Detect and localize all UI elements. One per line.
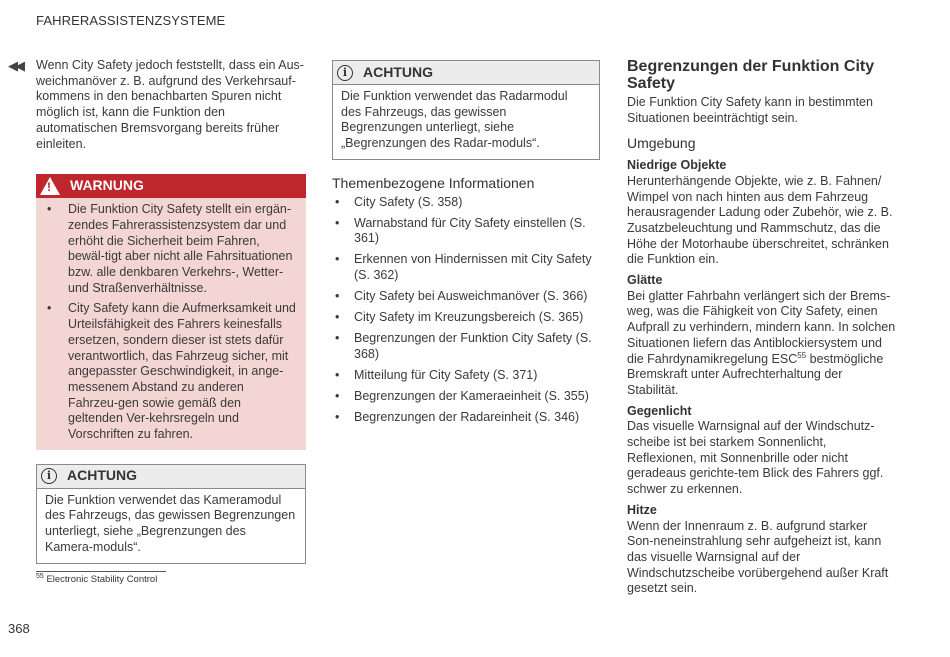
warning-label: WARNUNG	[70, 177, 144, 194]
related-info-list	[332, 195, 600, 426]
low-objects-text: Herunterhängende Objekte, wie z. B. Fahnen/ Wimpel von nach hinten aus dem Fahrzeug herausragender Ladung oder Zubehör, wie z. B. Zusatzbeleuchtung und Rammschutz, das die Höhe der Motorhaube überschreitet, schränken die Funktion ein.	[627, 173, 893, 267]
related-link[interactable]: • Begrenzungen der Funktion City Safety (S. 368)	[335, 330, 592, 361]
backlight-text: Das visuelle Warnsignal auf der Windschutz-scheibe ist bei starkem Sonnenlicht, Reflexionen, mit Sonnenbrille oder nicht geradeaus gerichte-tem Blick des Fahrers ggf. schwer zu erkennen.	[627, 419, 884, 497]
caution-text: Die Funktion verwendet das Kameramodul des Fahrzeugs, das gewissen Begrenzungen unterliegt, siehe „Begrenzungen des Kamera-moduls“.	[45, 492, 296, 554]
intro-paragraph: Wenn City Safety jedoch feststellt, dass ein Aus-weichmanöver z. B. aufgrund des Verkehrsauf-kommens in den benachbarten Spuren nicht möglich ist, kann die Funktion den automatischen Bremsvorgang bereits früher einleiten.	[36, 58, 304, 151]
warning-triangle-icon: !	[40, 177, 60, 195]
caution-box-camera	[36, 464, 306, 564]
related-link[interactable]: • Begrenzungen der Kameraeinheit (S. 355)	[335, 388, 589, 403]
related-info-heading: Themenbezogene Informationen	[332, 174, 535, 191]
low-objects-heading: Niedrige Objekte	[627, 158, 727, 173]
related-link[interactable]: • Begrenzungen der Radareinheit (S. 346)	[335, 409, 580, 424]
caution-label: ACHTUNG	[363, 63, 433, 80]
column-left	[36, 58, 306, 564]
caution-header	[37, 465, 305, 489]
slippery-text: Bei glatter Fahrbahn verlängert sich der Brems-weg, was die Fähigkeit von City Safety, einen Aufprall zu verhindern, mindern kann. In solchen Situationen liefern das Antiblockiersystem und die Fahrdynamikregelung ESC$^{55}$ bestmögliche Bremskraft unter Aufrechterhaltung der Stabilität.	[627, 288, 896, 397]
page-number: 368	[8, 621, 30, 636]
warning-item: • Die Funktion City Safety stellt ein ergän-zendes Fahrerassistenzsystem dar und erhöht die Sicherheit beim Fahren, bewäl-tigt aber nicht alle Fahrsituationen bzw. alle denkbaren Verkehrs-, Wetter- und Straßenverhältnisse.	[47, 202, 293, 295]
warning-box	[36, 174, 306, 450]
related-link[interactable]: • Warnabstand für City Safety einstellen (S. 361)	[335, 215, 586, 246]
footnote-number: 55	[36, 572, 44, 580]
info-icon: i	[337, 65, 353, 81]
column-right	[627, 58, 897, 597]
environment-heading: Umgebung	[627, 135, 696, 152]
caution-label: ACHTUNG	[67, 467, 137, 484]
related-link[interactable]: • Mitteilung für City Safety (S. 371)	[335, 367, 538, 382]
column-middle	[332, 60, 600, 431]
info-icon: i	[41, 468, 57, 484]
backlight-heading: Gegenlicht	[627, 403, 692, 418]
warning-header	[36, 174, 306, 198]
footnote-divider	[36, 571, 166, 572]
related-link[interactable]: • Erkennen von Hindernissen mit City Safety (S. 362)	[335, 252, 592, 282]
caution-header	[333, 61, 599, 85]
section-intro: Die Funktion City Safety kann in bestimmten Situationen beeinträchtigt sein.	[627, 95, 873, 125]
heat-heading: Hitze	[627, 502, 657, 517]
related-link[interactable]: • City Safety (S. 358)	[335, 194, 463, 209]
footnote-text: Electronic Stability Control	[46, 574, 158, 585]
slippery-heading: Glätte	[627, 273, 663, 288]
footnote-reference[interactable]: 55	[797, 350, 807, 360]
related-link[interactable]: • City Safety im Kreuzungsbereich (S. 365)	[335, 309, 584, 324]
page-header: FAHRERASSISTENZSYSTEME	[36, 13, 226, 28]
warning-item: • City Safety kann die Aufmerksamkeit und Urteilsfähigkeit des Fahrers keinesfalls ersetzen, sondern dieser ist stets dafür verantwortlich, das Fahrzeug sicher, mit angepasster Geschwindigkeit, in ange-messenem Abstand zu anderen Fahrzeu-gen sowie gemäß den geltenden Ver-kehrsregeln und Vorschriften zu fahren.	[47, 301, 296, 442]
back-arrow-icon[interactable]: ◀◀	[8, 58, 22, 73]
warning-list	[44, 202, 296, 443]
related-link[interactable]: • City Safety bei Ausweichmanöver (S. 366)	[335, 288, 588, 303]
heat-text: Wenn der Innenraum z. B. aufgrund starker Son-neneinstrahlung sehr aufgeheizt ist, kann das visuelle Warnsignal auf der Windschutzscheibe vorübergehend außer Kraft gesetzt sein.	[627, 518, 889, 596]
caution-box-radar	[332, 60, 600, 160]
section-title: Begrenzungen der Funktion City Safety	[627, 58, 875, 92]
caution-text: Die Funktion verwendet das Radarmodul des Fahrzeugs, das gewissen Begrenzungen unterliegt, siehe „Begrenzungen des Radar-moduls“.	[341, 89, 568, 151]
footnote	[36, 574, 157, 585]
